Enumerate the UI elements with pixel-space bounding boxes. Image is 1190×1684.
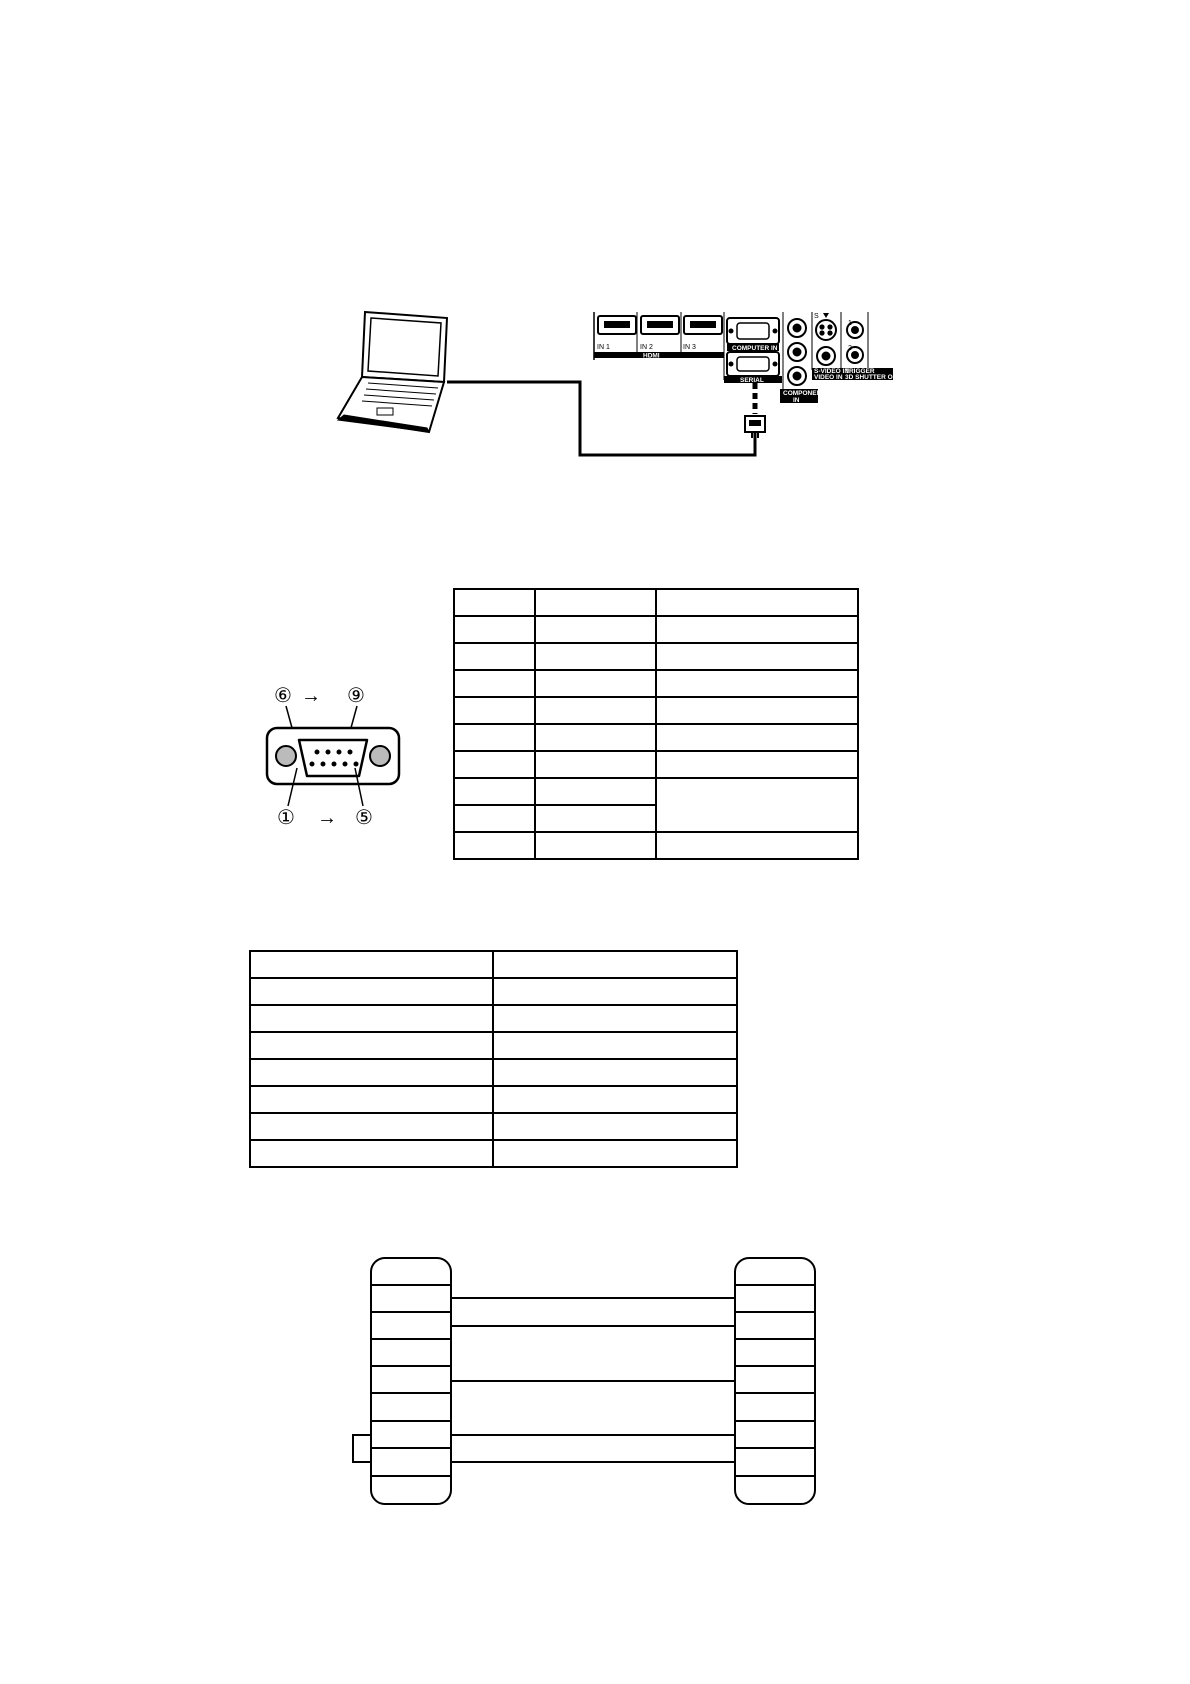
table-row [454,643,858,670]
table-cell [250,1086,493,1113]
left-connector-block [371,1258,451,1504]
hdmi-port-icon [598,316,636,334]
video-jack-icon [817,347,835,365]
trigger-label: TRIGGER [845,368,875,375]
table-cell [656,589,858,616]
communication-settings-table [249,950,738,1168]
component-in-label-1: COMPONENT [783,390,826,397]
table-cell [493,1113,737,1140]
table-cell [454,616,535,643]
table-cell [493,1032,737,1059]
table-cell [250,1113,493,1140]
table-row [454,616,858,643]
serial-port-icon [727,352,779,376]
table-cell [656,616,858,643]
table-row [250,951,737,978]
computer-in-port-icon [727,318,779,344]
table-cell [656,778,858,832]
table-cell [535,616,656,643]
table-cell [656,832,858,859]
trigger-jack-icon [847,322,863,363]
table-cell [535,670,656,697]
table-cell [454,670,535,697]
table-cell [454,643,535,670]
component-in-label-2: IN [793,397,800,404]
table-row [250,1059,737,1086]
table-row [250,1113,737,1140]
table-cell [493,951,737,978]
video-in-label: VIDEO IN [814,374,843,381]
table-cell [656,724,858,751]
table-cell [454,778,535,805]
laptop-icon [338,312,447,432]
hdmi-port-icon [641,316,679,334]
serial-label: SERIAL [740,377,764,384]
table-cell [535,589,656,616]
pin-assignment-table [453,588,859,860]
pin-9-label: ⑨ [347,685,365,707]
jack-2-label: 2 [848,345,852,352]
table-cell [535,643,656,670]
hdmi-logo-label: HDMI [643,352,660,360]
dsub9-connector-diagram [255,680,415,840]
table-row [454,778,858,805]
table-row [454,724,858,751]
table-cell [535,805,656,832]
table-cell [493,1140,737,1167]
table-cell [535,697,656,724]
table-cell [454,751,535,778]
table-cell [493,978,737,1005]
table-cell [535,724,656,751]
hdmi-port-icon [684,316,722,334]
table-cell [250,1032,493,1059]
s-label: S [814,313,819,320]
table-cell [535,751,656,778]
jack-1-label: 1 [848,320,852,327]
table-cell [656,670,858,697]
table-cell [250,978,493,1005]
table-cell [454,805,535,832]
table-row [454,832,858,859]
s-video-jack-icon [816,320,836,340]
s-video-in-label: S-VIDEO IN [814,368,850,375]
hdmi-in1-label: IN 1 [597,344,610,351]
table-cell [454,832,535,859]
table-cell [250,1140,493,1167]
table-row [250,1005,737,1032]
cable-wiring-diagram [340,1250,830,1510]
table-cell [250,1059,493,1086]
computer-in-label: COMPUTER IN [732,345,778,352]
table-cell [493,1086,737,1113]
connection-illustration [0,0,1190,480]
component-jack-icon [788,319,806,385]
table-row [250,1086,737,1113]
table-cell [535,832,656,859]
table-row [454,751,858,778]
table-row [454,670,858,697]
arrow-top-icon: → [301,685,321,707]
table-cell [250,1005,493,1032]
loopback-bracket [353,1435,371,1462]
pin-6-label: ⑥ [274,685,292,707]
table-row [454,589,858,616]
pin-1-label: ① [277,807,295,829]
table-row [250,1032,737,1059]
table-row [250,1140,737,1167]
table-row [250,978,737,1005]
table-cell [454,724,535,751]
table-cell [250,951,493,978]
hdmi-in2-label: IN 2 [640,344,653,351]
table-cell [493,1005,737,1032]
shutter-out-label: 3D SHUTTER OUT [845,374,902,381]
arrow-bottom-icon: → [317,807,337,829]
table-cell [535,778,656,805]
table-cell [454,697,535,724]
table-cell [493,1059,737,1086]
pin-5-label: ⑤ [355,807,373,829]
table-cell [656,697,858,724]
hdmi-in3-label: IN 3 [683,344,696,351]
table-row [454,697,858,724]
serial-cable [447,382,755,455]
right-connector-block [735,1258,815,1504]
wire-lines [451,1298,735,1462]
table-cell [656,643,858,670]
table-cell [454,589,535,616]
table-cell [656,751,858,778]
